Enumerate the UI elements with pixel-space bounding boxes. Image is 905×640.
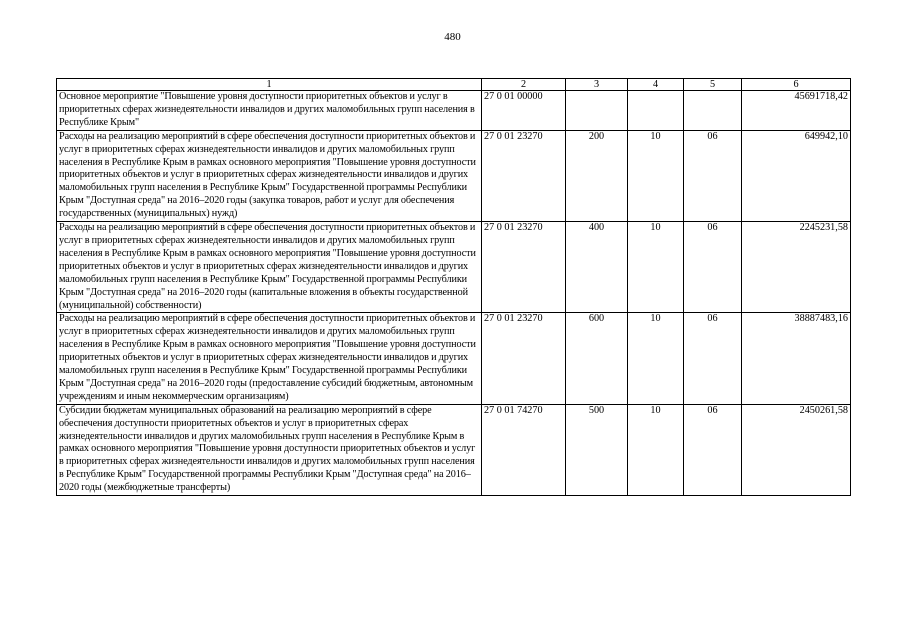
table-row [57,404,851,495]
table-row [57,91,851,131]
row-description: Расходы на реализацию мероприятий в сфере обеспечения доступности приоритетных объектов и услуг в приоритетных сферах жизнедеятельности инвалидов и других маломобильных групп населения в Республике Крым в рамках основного мероприятия "Повышение уровня доступности приоритетных объектов и услуг в приоритетных сферах жизнедеятельности инвалидов и других маломобильных групп населения в Республике Крым" Государственной программы Республики Крым "Доступная среда" на 2016–2020 годы (закупка товаров, работ и услуг для обеспечения государственных (муниципальных) нужд) [57,130,482,221]
row-code: 27 0 01 23270 [482,222,566,313]
row-code: 27 0 01 74270 [482,404,566,495]
row-description: Расходы на реализацию мероприятий в сфере обеспечения доступности приоритетных объектов и услуг в приоритетных сферах жизнедеятельности инвалидов и других маломобильных групп населения в Республике Крым в рамках основного мероприятия "Повышение уровня доступности приоритетных объектов и услуг в приоритетных сферах жизнедеятельности инвалидов и других маломобильных групп населения в Республике Крым" Государственной программы Республики Крым "Доступная среда" на 2016–2020 годы (капитальные вложения в объекты государственной (муниципальной) собственности) [57,222,482,313]
row-col5: 06 [684,130,742,221]
header-col-5: 5 [684,79,742,91]
row-col5: 06 [684,404,742,495]
row-col3: 200 [566,130,628,221]
row-col4: 10 [628,313,684,404]
table-row [57,222,851,313]
row-col4: 10 [628,222,684,313]
row-col3: 400 [566,222,628,313]
row-amount: 45691718,42 [742,91,851,131]
row-col5 [684,91,742,131]
header-col-2: 2 [482,79,566,91]
budget-table [56,78,851,496]
row-col5: 06 [684,222,742,313]
row-description: Основное мероприятие "Повышение уровня доступности приоритетных объектов и услуг в приоритетных сферах жизнедеятельности инвалидов и других маломобильных групп населения в Республике Крым" [57,91,482,131]
row-code: 27 0 01 23270 [482,130,566,221]
header-col-1: 1 [57,79,482,91]
page-number: 480 [444,31,461,43]
row-amount: 649942,10 [742,130,851,221]
row-col3: 500 [566,404,628,495]
row-code: 27 0 01 23270 [482,313,566,404]
row-col4: 10 [628,404,684,495]
row-col4 [628,91,684,131]
row-amount: 38887483,16 [742,313,851,404]
row-col3: 600 [566,313,628,404]
header-col-3: 3 [566,79,628,91]
row-amount: 2450261,58 [742,404,851,495]
row-description: Расходы на реализацию мероприятий в сфере обеспечения доступности приоритетных объектов и услуг в приоритетных сферах жизнедеятельности инвалидов и других маломобильных групп населения в Республике Крым в рамках основного мероприятия "Повышение уровня доступности приоритетных объектов и услуг в приоритетных сферах жизнедеятельности инвалидов и других маломобильных групп населения в Республике Крым" Государственной программы Республики Крым "Доступная среда" на 2016–2020 годы (предоставление субсидий бюджетным, автономным учреждениям и иным некоммерческим организациям) [57,313,482,404]
row-col3 [566,91,628,131]
row-description: Субсидии бюджетам муниципальных образований на реализацию мероприятий в сфере обеспечения доступности приоритетных объектов и услуг в приоритетных сферах жизнедеятельности инвалидов и других маломобильных групп населения в Республике Крым в рамках основного мероприятия "Повышение уровня доступности приоритетных объектов и услуг в приоритетных сферах жизнедеятельности инвалидов и других маломобильных групп населения в Республике Крым" Государственной программы Республики Крым "Доступная среда" на 2016–2020 годы (межбюджетные трансферты) [57,404,482,495]
table-row [57,313,851,404]
header-col-4: 4 [628,79,684,91]
table-row [57,130,851,221]
table-header-row [57,79,851,91]
row-amount: 2245231,58 [742,222,851,313]
row-code: 27 0 01 00000 [482,91,566,131]
row-col5: 06 [684,313,742,404]
header-col-6: 6 [742,79,851,91]
row-col4: 10 [628,130,684,221]
